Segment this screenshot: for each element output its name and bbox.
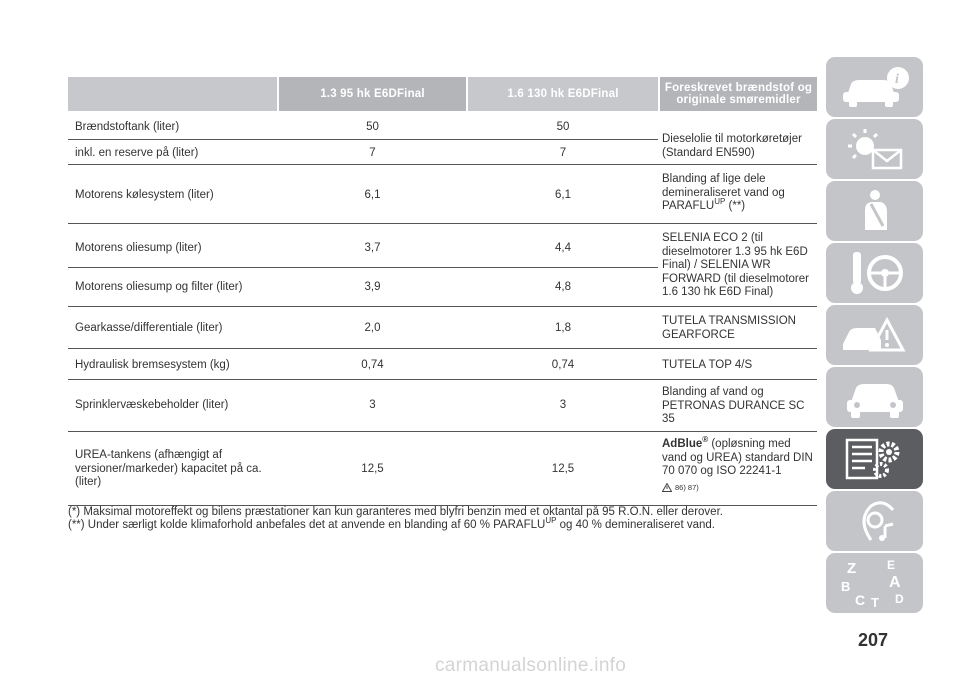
svg-text:i: i (894, 72, 899, 87)
car-service-icon (835, 372, 915, 422)
row-value: 12,5 (551, 463, 575, 475)
row-value: 50 (556, 121, 570, 133)
header-blank-cell (68, 77, 277, 111)
divider (68, 164, 817, 165)
tab-technical-data[interactable] (826, 429, 923, 489)
row-label: Motorens kølesystem (liter) (75, 189, 214, 201)
footnotes (68, 506, 817, 532)
index-letter: T (870, 595, 879, 610)
seat-airbag-icon (835, 186, 915, 236)
spec-fuel: Dieselolie til motorkøretøjer (Standard EN590) (662, 133, 802, 159)
warning-reference: 86) 87) (662, 481, 699, 495)
divider (68, 306, 817, 307)
watermark: carmanualsonline.info (435, 655, 627, 676)
index-letter: E (886, 558, 895, 572)
spec-coolant: Blanding af lige dele demineraliseret vand og $PARAFLU^{UP}$ (**) (662, 173, 785, 212)
row-value: 2,0 (364, 322, 381, 334)
tab-multimedia[interactable] (826, 491, 923, 551)
row-value: 50 (366, 121, 379, 133)
footnote-2: (**) Under særligt kolde klimaforhold anbefales det at anvende en blanding af 60 % $PARAFLU^{UP}$ og 40 % demineraliseret vand. (68, 516, 715, 531)
divider (68, 267, 658, 268)
table-header (68, 77, 817, 111)
row-value: 3 (369, 399, 376, 411)
row-label: Hydraulisk bremsesystem (kg) (75, 359, 230, 371)
warning-triangle-icon (662, 483, 672, 492)
row-label: Motorens oliesump (liter) (75, 242, 202, 254)
car-info-icon (835, 62, 915, 112)
divider (68, 139, 658, 140)
divider (68, 223, 817, 224)
index-letter: Z (846, 560, 856, 577)
row-label: Motorens oliesump og filter (liter) (75, 281, 243, 293)
row-value: 7 (559, 147, 567, 159)
tab-index[interactable] (826, 553, 923, 613)
row-value: 7 (369, 147, 376, 159)
header-engine-2: 1.6 130 hk E6DFinal (468, 77, 658, 111)
row-label: inkl. en reserve på (liter) (75, 147, 199, 159)
row-value: 4,4 (555, 242, 571, 254)
technical-data-icon (835, 434, 915, 484)
key-steering-icon (835, 248, 915, 298)
index-letter: B (840, 579, 850, 594)
tab-safety[interactable] (826, 181, 923, 241)
row-value: 6,1 (555, 189, 571, 201)
tab-warning-lights[interactable] (826, 119, 923, 179)
row-label: Sprinklervæskebeholder (liter) (75, 399, 229, 411)
header-fluids: Foreskrevet brændstof og originale smøremidler (660, 77, 817, 111)
spec-urea: AdBlue® (opløsning med vand og UREA) standard DIN 70 070 og ISO 22241-1 86) 87) (662, 438, 817, 496)
index-letter: A (888, 574, 901, 591)
warning-lights-icon (835, 124, 915, 174)
row-value: 3,7 (364, 242, 381, 254)
row-value: 3,9 (364, 281, 381, 293)
tab-car-info[interactable] (826, 57, 923, 117)
spec-washer: Blanding af vand og PETRONAS DURANCE SC 35 (662, 386, 805, 425)
row-label: Gearkasse/differentiale (liter) (75, 322, 223, 334)
multimedia-icon (835, 496, 915, 546)
spec-gearbox: TUTELA TRANSMISSION GEARFORCE (662, 315, 796, 341)
divider (68, 348, 817, 349)
tab-starting-driving[interactable] (826, 243, 923, 303)
row-value: 0,74 (551, 359, 575, 371)
header-engine-1: 1.3 95 hk E6DFinal (279, 77, 466, 111)
index-icon (835, 555, 915, 611)
tab-maintenance[interactable] (826, 367, 923, 427)
spec-engine-oil: SELENIA ECO 2 (til dieselmotorer 1.3 95 hk E6D Final) / SELENIA WR FORWARD (til dieselmotorer 1.6 130 hk E6D Final) (662, 232, 809, 298)
index-letter: C (854, 592, 865, 608)
row-value: 12,5 (361, 463, 384, 475)
divider (68, 431, 817, 432)
row-value: 3 (559, 399, 567, 411)
tab-emergency[interactable] (826, 305, 923, 365)
row-label: Brændstoftank (liter) (75, 121, 180, 133)
divider (68, 379, 817, 380)
spec-brake: TUTELA TOP 4/S (662, 359, 753, 371)
page-number: 207 (857, 630, 889, 650)
row-value: 0,74 (361, 359, 384, 371)
row-value: 6,1 (364, 189, 381, 201)
row-value: 1,8 (555, 322, 571, 334)
row-label: UREA-tankens (afhængigt af versioner/markeder) kapacitet på ca. (liter) (75, 449, 262, 488)
breakdown-icon (835, 310, 915, 360)
row-value: 4,8 (555, 281, 571, 293)
index-letter: D (894, 592, 904, 606)
footnote-1: (*) Maksimal motoreffekt og bilens præstationer kan kun garanteres med blyfri benzin med et oktantal på 95 R.O.N. eller derover. (68, 506, 723, 518)
